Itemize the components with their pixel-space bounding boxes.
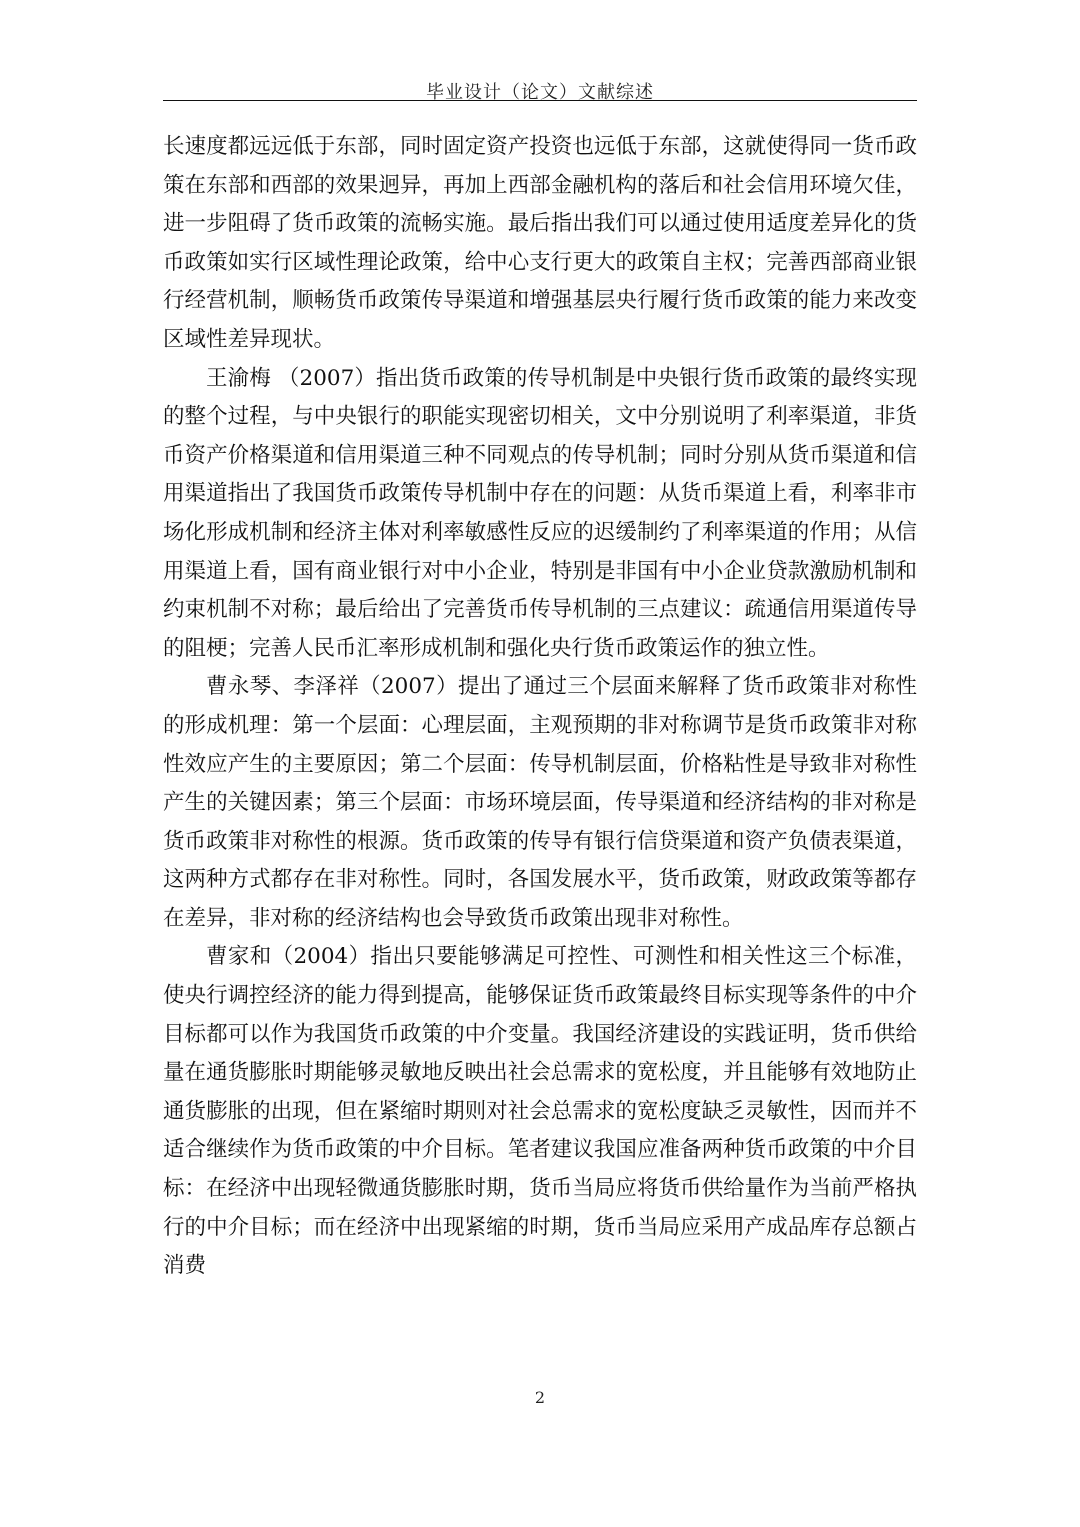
header-divider: [163, 100, 917, 101]
paragraph-cao-yongqin: 曹永琴、李泽祥（2007）提出了通过三个层面来解释了货币政策非对称性的形成机理：第一个层面：心理层面，主观预期的非对称调节是货币政策非对称性效应产生的主要原因；第二个层面：传导机制层面，价格粘性是导致非对称性产生的关键因素；第三个层面：市场环境层面，传导渠道和经济结构的非对称是货币政策非对称性的根源。货币政策的传导有银行信贷渠道和资产负债表渠道，这两种方式都存在非对称性。同时，各国发展水平，货币政策，财政政策等都存在差异，非对称的经济结构也会导致货币政策出现非对称性。: [163, 674, 917, 931]
paragraph-wang-yumei: 王渝梅 （2007）指出货币政策的传导机制是中央银行货币政策的最终实现的整个过程，与中央银行的职能实现密切相关，文中分别说明了利率渠道，非货币资产价格渠道和信用渠道三种不同观点的传导机制；同时分别从货币渠道和信用渠道指出了我国货币政策传导机制中存在的问题：从货币渠道上看，利率非市场化形成机制和经济主体对利率敏感性反应的迟缓制约了利率渠道的作用；从信用渠道上看，国有商业银行对中小企业，特别是非国有中小企业贷款激励机制和约束机制不对称；最后给出了完善货币传导机制的三点建议：疏通信用渠道传导的阻梗；完善人民币汇率形成机制和强化央行货币政策运作的独立性。: [163, 365, 917, 661]
body-text: [163, 128, 917, 1286]
page-number: 2: [534, 1388, 546, 1407]
paragraph-continuation: 长速度都远远低于东部，同时固定资产投资也远低于东部，这就使得同一货币政策在东部和西部的效果迥异，再加上西部金融机构的落后和社会信用环境欠佳，进一步阻碍了货币政策的流畅实施。最后指出我们可以通过使用适度差异化的货币政策如实行区域性理论政策，给中心支行更大的政策自主权；完善西部商业银行经营机制，顺畅货币政策传导渠道和增强基层央行履行货币政策的能力来改变区域性差异现状。: [163, 134, 917, 352]
paragraph-cao-jiahe: 曹家和（2004）指出只要能够满足可控性、可测性和相关性这三个标准，使央行调控经济的能力得到提高，能够保证货币政策最终目标实现等条件的中介目标都可以作为我国货币政策的中介变量。我国经济建设的实践证明，货币供给量在通货膨胀时期能够灵敏地反映出社会总需求的宽松度，并且能够有效地防止通货膨胀的出现，但在紧缩时期则对社会总需求的宽松度缺乏灵敏性，因而并不适合继续作为货币政策的中介目标。笔者建议我国应准备两种货币政策的中介目标：在经济中出现轻微通货膨胀时期，货币当局应将货币供给量作为当前严格执行的中介目标；而在经济中出现紧缩的时期，货币当局应采用产成品库存总额占消费: [163, 944, 917, 1279]
page-header-title: 毕业设计（论文）文献综述: [426, 82, 654, 103]
